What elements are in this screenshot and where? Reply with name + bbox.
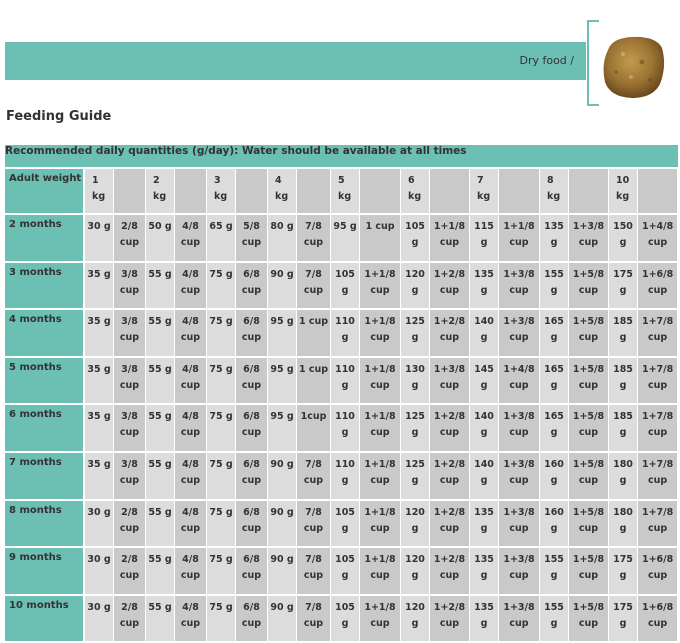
cups-cell: 1+5/8 cup (569, 501, 609, 549)
grams-cell: 90 g (268, 501, 297, 549)
feeding-table (5, 145, 678, 643)
cups-cell: 1+7/8 cup (638, 405, 678, 453)
cups-cell: 1cup (297, 405, 331, 453)
grams-cell: 65 g (207, 215, 236, 263)
cups-cell: 7/8 cup (297, 501, 331, 549)
grams-cell: 35 g (85, 453, 114, 501)
cups-cell: 1+1/8 cup (360, 405, 401, 453)
cups-cell: 6/8 cup (236, 501, 268, 549)
cups-cell: 1+2/8 cup (430, 548, 470, 596)
grams-cell: 75 g (207, 310, 236, 358)
cups-cell: 6/8 cup (236, 358, 268, 406)
cups-cell: 7/8 cup (297, 263, 331, 311)
cups-cell: 7/8 cup (297, 548, 331, 596)
cups-cell: 1+3/8 cup (499, 501, 540, 549)
grams-cell: 95 g (268, 310, 297, 358)
grams-cell: 110 g (331, 453, 360, 501)
cups-cell: 1+6/8 cup (638, 596, 678, 643)
cups-cell: 1+4/8 cup (638, 215, 678, 263)
weight-value: 1 (92, 175, 99, 186)
grams-cell: 90 g (268, 263, 297, 311)
weight-unit: kg (338, 191, 352, 202)
cups-cell: 6/8 cup (236, 548, 268, 596)
cups-cell: 1+3/8 cup (499, 596, 540, 643)
empty-header-cell (569, 169, 609, 215)
cups-cell: 1+5/8 cup (569, 263, 609, 311)
grams-cell: 105 g (331, 501, 360, 549)
grams-cell: 55 g (146, 405, 175, 453)
weight-unit: kg (153, 191, 167, 202)
cups-cell: 1+1/8 cup (360, 596, 401, 643)
weight-column-header (470, 169, 499, 215)
weight-value: 6 (408, 175, 415, 186)
weight-value: 7 (477, 175, 484, 186)
empty-header-cell (114, 169, 146, 215)
grams-cell: 185 g (609, 405, 638, 453)
grams-cell: 135 g (470, 263, 499, 311)
cups-cell: 1+4/8 cup (499, 358, 540, 406)
cups-cell: 6/8 cup (236, 405, 268, 453)
table-row (5, 358, 678, 406)
cups-cell: 3/8 cup (114, 453, 146, 501)
cups-cell: 1 cup (297, 310, 331, 358)
age-label: 9 months (5, 548, 85, 596)
cups-cell: 1 cup (297, 358, 331, 406)
grams-cell: 125 g (401, 453, 430, 501)
weight-value: 4 (275, 175, 282, 186)
grams-cell: 55 g (146, 263, 175, 311)
grams-cell: 135 g (540, 215, 569, 263)
cups-cell: 6/8 cup (236, 310, 268, 358)
cups-cell: 3/8 cup (114, 358, 146, 406)
grams-cell: 30 g (85, 501, 114, 549)
cups-cell: 1+3/8 cup (499, 263, 540, 311)
header-banner (5, 42, 586, 80)
grams-cell: 75 g (207, 548, 236, 596)
cups-cell: 1+1/8 cup (430, 215, 470, 263)
grams-cell: 180 g (609, 501, 638, 549)
age-label: 4 months (5, 310, 85, 358)
weight-column-header (207, 169, 236, 215)
grams-cell: 90 g (268, 596, 297, 643)
cups-cell: 1+2/8 cup (430, 453, 470, 501)
weight-unit: kg (275, 191, 289, 202)
grams-cell: 75 g (207, 596, 236, 643)
cups-cell: 4/8 cup (175, 405, 207, 453)
grams-cell: 55 g (146, 358, 175, 406)
cups-cell: 2/8 cup (114, 596, 146, 643)
cups-cell: 1+5/8 cup (569, 310, 609, 358)
grams-cell: 110 g (331, 310, 360, 358)
cups-cell: 1+7/8 cup (638, 501, 678, 549)
cups-cell: 1+3/8 cup (499, 548, 540, 596)
weight-unit: kg (408, 191, 422, 202)
cups-cell: 1 cup (360, 215, 401, 263)
weight-column-header (540, 169, 569, 215)
grams-cell: 135 g (470, 501, 499, 549)
table-row (5, 263, 678, 311)
weight-value: 8 (547, 175, 554, 186)
grams-cell: 35 g (85, 405, 114, 453)
grams-cell: 30 g (85, 215, 114, 263)
cups-cell: 2/8 cup (114, 548, 146, 596)
grams-cell: 55 g (146, 596, 175, 643)
grams-cell: 55 g (146, 310, 175, 358)
grams-cell: 120 g (401, 596, 430, 643)
grams-cell: 110 g (331, 405, 360, 453)
cups-cell: 4/8 cup (175, 310, 207, 358)
cups-cell: 3/8 cup (114, 263, 146, 311)
table-row (5, 453, 678, 501)
age-label: 8 months (5, 501, 85, 549)
grams-cell: 115 g (470, 215, 499, 263)
cups-cell: 6/8 cup (236, 596, 268, 643)
empty-header-cell (236, 169, 268, 215)
grams-cell: 105 g (331, 596, 360, 643)
table-row (5, 501, 678, 549)
grams-cell: 140 g (470, 453, 499, 501)
table-row (5, 596, 678, 643)
grams-cell: 105 g (401, 215, 430, 263)
grams-cell: 140 g (470, 405, 499, 453)
grams-cell: 125 g (401, 310, 430, 358)
grams-cell: 110 g (331, 358, 360, 406)
cups-cell: 1+1/8 cup (360, 263, 401, 311)
weight-column-header (401, 169, 430, 215)
weight-column-header (331, 169, 360, 215)
cups-cell: 1+5/8 cup (569, 358, 609, 406)
cups-cell: 5/8 cup (236, 215, 268, 263)
cups-cell: 3/8 cup (114, 310, 146, 358)
weight-header: Adult weight (5, 169, 85, 215)
grams-cell: 90 g (268, 453, 297, 501)
grams-cell: 185 g (609, 310, 638, 358)
grams-cell: 105 g (331, 548, 360, 596)
cups-cell: 4/8 cup (175, 215, 207, 263)
cups-cell: 1+1/8 cup (360, 501, 401, 549)
cups-cell: 1+5/8 cup (569, 596, 609, 643)
cups-cell: 7/8 cup (297, 453, 331, 501)
cups-cell: 4/8 cup (175, 596, 207, 643)
age-label: 3 months (5, 263, 85, 311)
grams-cell: 55 g (146, 501, 175, 549)
grams-cell: 35 g (85, 310, 114, 358)
table-caption: Recommended daily quantities (g/day): Water should be available at all times (5, 145, 678, 169)
weight-value: 3 (214, 175, 221, 186)
cups-cell: 1+2/8 cup (430, 596, 470, 643)
cups-cell: 3/8 cup (114, 405, 146, 453)
grams-cell: 165 g (540, 358, 569, 406)
cups-cell: 1+1/8 cup (360, 310, 401, 358)
grams-cell: 175 g (609, 548, 638, 596)
breadcrumb[interactable]: Dry food / (519, 54, 574, 67)
grams-cell: 75 g (207, 405, 236, 453)
cups-cell: 1+3/8 cup (499, 405, 540, 453)
cups-cell: 6/8 cup (236, 453, 268, 501)
age-label: 2 months (5, 215, 85, 263)
grams-cell: 90 g (268, 548, 297, 596)
empty-header-cell (360, 169, 401, 215)
cups-cell: 7/8 cup (297, 215, 331, 263)
grams-cell: 75 g (207, 453, 236, 501)
grams-cell: 135 g (470, 548, 499, 596)
table-row (5, 215, 678, 263)
grams-cell: 175 g (609, 263, 638, 311)
weight-unit: kg (616, 191, 630, 202)
grams-cell: 120 g (401, 548, 430, 596)
cups-cell: 2/8 cup (114, 501, 146, 549)
grams-cell: 35 g (85, 358, 114, 406)
table-row (5, 548, 678, 596)
grams-cell: 80 g (268, 215, 297, 263)
grams-cell: 155 g (540, 596, 569, 643)
grams-cell: 160 g (540, 501, 569, 549)
cups-cell: 2/8 cup (114, 215, 146, 263)
cups-cell: 1+7/8 cup (638, 358, 678, 406)
cups-cell: 7/8 cup (297, 596, 331, 643)
weight-column-header (146, 169, 175, 215)
grams-cell: 135 g (470, 596, 499, 643)
cups-cell: 1+3/8 cup (430, 358, 470, 406)
grams-cell: 95 g (268, 405, 297, 453)
grams-cell: 50 g (146, 215, 175, 263)
grams-cell: 55 g (146, 548, 175, 596)
weight-column-header (609, 169, 638, 215)
grams-cell: 155 g (540, 548, 569, 596)
grams-cell: 75 g (207, 358, 236, 406)
empty-header-cell (638, 169, 678, 215)
weight-unit: kg (214, 191, 228, 202)
grams-cell: 145 g (470, 358, 499, 406)
table-row (5, 405, 678, 453)
grams-cell: 185 g (609, 358, 638, 406)
weight-value: 5 (338, 175, 345, 186)
grams-cell: 150 g (609, 215, 638, 263)
age-label: 10 months (5, 596, 85, 643)
grams-cell: 95 g (331, 215, 360, 263)
age-label: 6 months (5, 405, 85, 453)
cups-cell: 1+5/8 cup (569, 548, 609, 596)
grams-cell: 75 g (207, 263, 236, 311)
cups-cell: 4/8 cup (175, 358, 207, 406)
grams-cell: 130 g (401, 358, 430, 406)
page-title: Feeding Guide (6, 109, 112, 124)
grams-cell: 125 g (401, 405, 430, 453)
grams-cell: 180 g (609, 453, 638, 501)
weight-column-header (268, 169, 297, 215)
grams-cell: 120 g (401, 263, 430, 311)
kibble-image (598, 32, 668, 102)
grams-cell: 75 g (207, 501, 236, 549)
cups-cell: 1+1/8 cup (360, 548, 401, 596)
weight-column-header (85, 169, 114, 215)
cups-cell: 1+1/8 cup (360, 358, 401, 406)
cups-cell: 1+2/8 cup (430, 310, 470, 358)
grams-cell: 55 g (146, 453, 175, 501)
cups-cell: 4/8 cup (175, 263, 207, 311)
grams-cell: 105 g (331, 263, 360, 311)
cups-cell: 1+7/8 cup (638, 310, 678, 358)
grams-cell: 165 g (540, 310, 569, 358)
weight-unit: kg (547, 191, 561, 202)
empty-header-cell (499, 169, 540, 215)
cups-cell: 1+1/8 cup (499, 215, 540, 263)
grams-cell: 30 g (85, 548, 114, 596)
cups-cell: 4/8 cup (175, 548, 207, 596)
age-label: 7 months (5, 453, 85, 501)
empty-header-cell (297, 169, 331, 215)
cups-cell: 4/8 cup (175, 501, 207, 549)
cups-cell: 1+2/8 cup (430, 405, 470, 453)
cups-cell: 6/8 cup (236, 263, 268, 311)
weight-value: 2 (153, 175, 160, 186)
cups-cell: 4/8 cup (175, 453, 207, 501)
cups-cell: 1+5/8 cup (569, 453, 609, 501)
empty-header-cell (175, 169, 207, 215)
grams-cell: 30 g (85, 596, 114, 643)
cups-cell: 1+1/8 cup (360, 453, 401, 501)
cups-cell: 1+3/8 cup (499, 453, 540, 501)
grams-cell: 140 g (470, 310, 499, 358)
grams-cell: 35 g (85, 263, 114, 311)
cups-cell: 1+5/8 cup (569, 405, 609, 453)
grams-cell: 160 g (540, 453, 569, 501)
empty-header-cell (430, 169, 470, 215)
grams-cell: 95 g (268, 358, 297, 406)
cups-cell: 1+3/8 cup (569, 215, 609, 263)
cups-cell: 1+3/8 cup (499, 310, 540, 358)
grams-cell: 155 g (540, 263, 569, 311)
grams-cell: 120 g (401, 501, 430, 549)
grams-cell: 175 g (609, 596, 638, 643)
weight-unit: kg (477, 191, 491, 202)
cups-cell: 1+2/8 cup (430, 263, 470, 311)
weight-value: 10 (616, 175, 630, 186)
cups-cell: 1+6/8 cup (638, 548, 678, 596)
table-row (5, 310, 678, 358)
cups-cell: 1+6/8 cup (638, 263, 678, 311)
weight-unit: kg (92, 191, 106, 202)
age-label: 5 months (5, 358, 85, 406)
cups-cell: 1+7/8 cup (638, 453, 678, 501)
grams-cell: 165 g (540, 405, 569, 453)
cups-cell: 1+2/8 cup (430, 501, 470, 549)
